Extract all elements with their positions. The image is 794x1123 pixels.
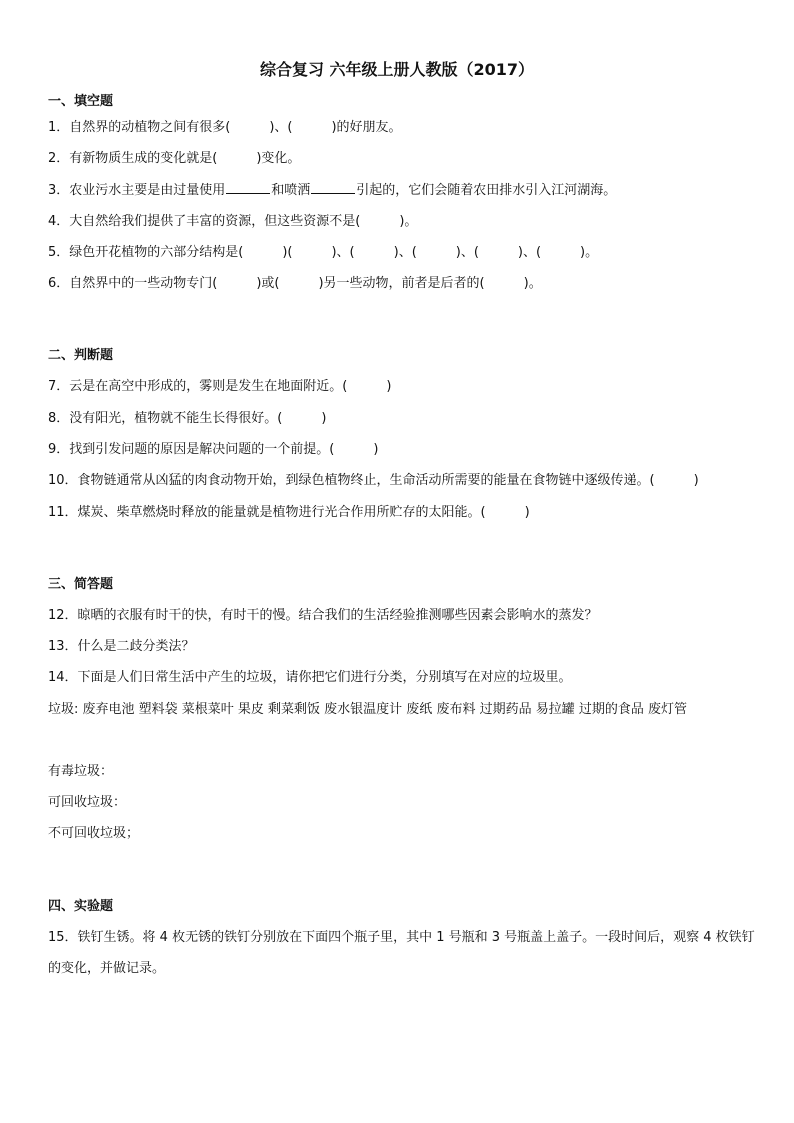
question-1: 1．自然界的动植物之间有很多( )、( )的好朋友。 xyxy=(48,120,402,135)
question-9: 9．找到引发问题的原因是解决问题的一个前提。( ) xyxy=(48,442,379,457)
page-title: 综合复习 六年级上册人教版（2017） xyxy=(259,60,535,79)
section-heading-experiment: 四、实验题 xyxy=(48,899,114,914)
toxic-waste-label: 有毒垃圾： xyxy=(48,764,114,779)
question-8: 8．没有阳光，植物就不能生长得很好。( ) xyxy=(48,411,327,426)
question-10: 10．食物链通常从凶猛的肉食动物开始，到绿色植物终止，生命活动所需要的能量在食物链中逐级传递。( ) xyxy=(48,473,699,488)
question-11: 11．煤炭、柴草燃烧时释放的能量就是植物进行光合作用所贮存的太阳能。( ) xyxy=(48,505,530,520)
question-3-part-1: 3．农业污水主要是由过量使用 xyxy=(48,183,226,198)
question-5: 5．绿色开花植物的六部分结构是( )( )、( )、( )、( )、( )。 xyxy=(48,245,599,260)
question-15: 15．铁钉生锈。将 4 枚无锈的铁钉分别放在下面四个瓶子里，其中 1 号瓶和 3 号瓶盖上盖子。一段时间后，观察 4 枚铁钉的变化，并做记录。 xyxy=(48,930,755,976)
question-2: 2．有新物质生成的变化就是( )变化。 xyxy=(48,151,301,166)
question-3-part-3: 引起的，它们会随着农田排水引入江河湖海。 xyxy=(356,183,617,198)
question-7: 7．云是在高空中形成的，雾则是发生在地面附近。( ) xyxy=(48,379,392,394)
question-12: 12．晾晒的衣服有时干的快，有时干的慢。结合我们的生活经验推测哪些因素会影响水的蒸发？ xyxy=(48,608,598,623)
answer-blank[interactable] xyxy=(311,181,355,194)
question-14-item-list: 垃圾: 废弃电池 塑料袋 菜根菜叶 果皮 剩菜剩饭 废水银温度计 废纸 废布料 过期药品 易拉罐 过期的食品 废灯管 xyxy=(48,702,687,717)
question-14: 14．下面是人们日常生活中产生的垃圾，请你把它们进行分类，分别填写在对应的垃圾里。 xyxy=(48,670,572,685)
section-heading-true-false: 二、判断题 xyxy=(48,348,114,363)
question-13: 13．什么是二歧分类法？ xyxy=(48,639,195,654)
nonrecyclable-waste-label: 不可回收垃圾； xyxy=(48,826,140,841)
section-heading-short-answer: 三、简答题 xyxy=(48,577,114,592)
recyclable-waste-label: 可回收垃圾： xyxy=(48,795,127,810)
question-4: 4．大自然给我们提供了丰富的资源，但这些资源不是( )。 xyxy=(48,214,418,229)
answer-blank[interactable] xyxy=(226,181,270,194)
question-6: 6．自然界中的一些动物专门( )或( )另一些动物，前者是后者的( )。 xyxy=(48,276,542,291)
section-heading-fill-in: 一、填空题 xyxy=(48,94,114,109)
question-3-part-2: 和喷洒 xyxy=(271,183,311,198)
question-3 xyxy=(48,181,616,201)
